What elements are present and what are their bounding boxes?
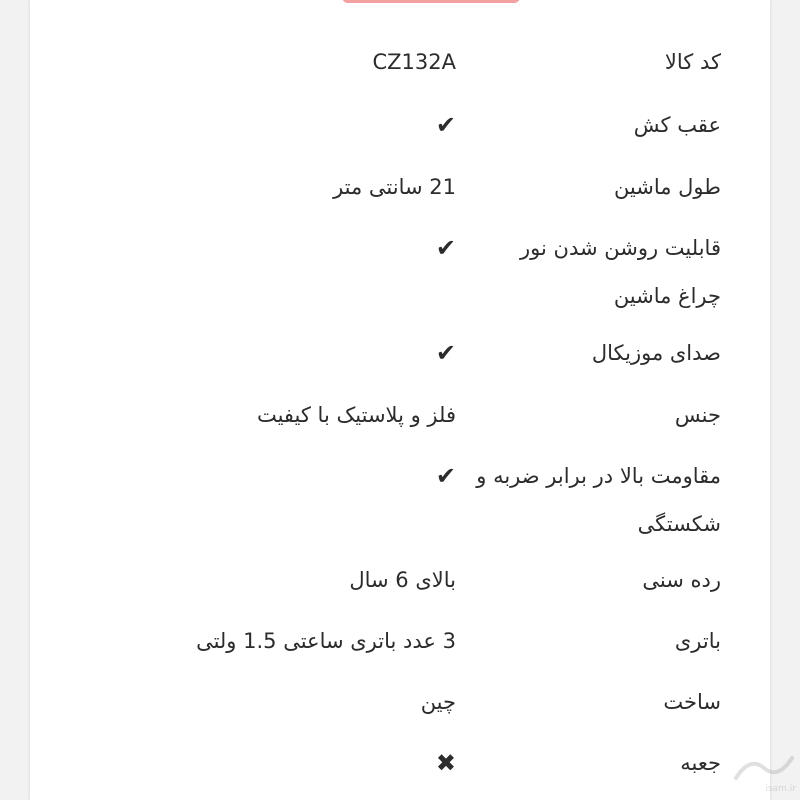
- spec-value: فلز و پلاستیک با کیفیت: [256, 403, 456, 427]
- spec-value: CZ132A: [372, 50, 456, 74]
- watermark-text: isam.ir: [765, 784, 796, 794]
- spec-label: کد کالا: [664, 50, 721, 74]
- check-icon: ✔: [435, 462, 456, 490]
- top-accent-bar: [342, 0, 520, 3]
- spec-value: چین: [420, 690, 456, 714]
- watermark-icon: [730, 750, 798, 784]
- spec-label: جنس: [674, 403, 721, 427]
- spec-label: طول ماشین: [613, 175, 721, 199]
- check-icon: ✔: [435, 234, 456, 262]
- check-icon: ✔: [435, 111, 456, 139]
- spec-card: [30, 0, 770, 800]
- spec-label: قابلیت روشن شدن نور چراغ ماشین: [520, 236, 721, 308]
- watermark-logo: [730, 750, 798, 798]
- spec-label: رده سنی: [642, 568, 721, 592]
- spec-value: 3 عدد باتری ساعتی 1.5 ولتی: [196, 629, 456, 653]
- check-icon: ✔: [435, 339, 456, 367]
- spec-value: بالای 6 سال: [349, 568, 456, 592]
- cross-icon: ✖: [435, 749, 456, 777]
- spec-value: 21 سانتی متر: [333, 175, 456, 199]
- spec-label: باتری: [674, 629, 721, 653]
- spec-label: صدای موزیکال: [591, 341, 721, 365]
- spec-label: جعبه: [680, 751, 721, 775]
- spec-label: ساخت: [663, 690, 721, 714]
- spec-label: عقب کش: [633, 113, 721, 137]
- spec-label: مقاومت بالا در برابر ضربه و شکستگی: [476, 464, 721, 536]
